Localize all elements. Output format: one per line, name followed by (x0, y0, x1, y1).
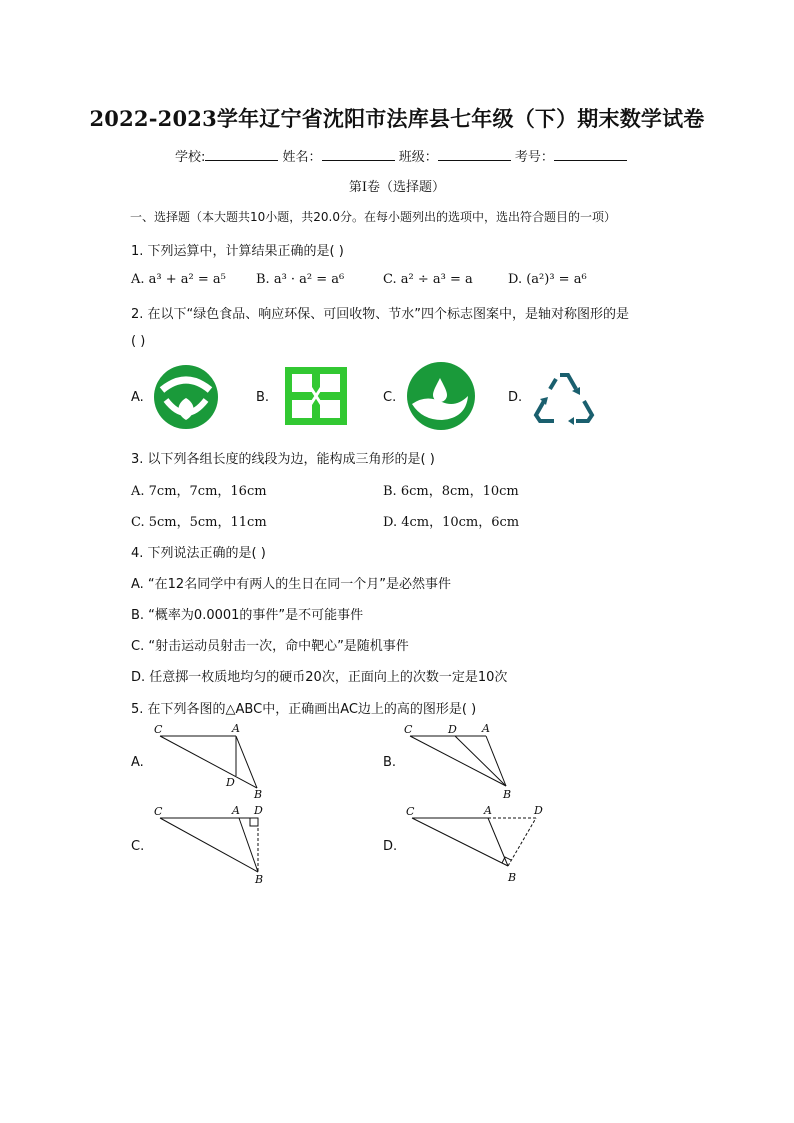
q2-stem-cont: ( ) (131, 334, 146, 349)
exam-no-label: 考号： (514, 150, 554, 165)
q5-stem: 5. 在下列各图的△ABC中，正确画出AC边上的高的图形是( ) (131, 702, 477, 717)
name-blank (322, 148, 395, 161)
name-label: 姓名： (282, 150, 322, 165)
q1-option-a: A. a³ + a² = a⁵ (131, 272, 226, 287)
q5b-label-d: D (448, 723, 457, 736)
q5-figure-a (150, 718, 270, 800)
q4-option-b: B. “概率为0.0001的事件”是不可能事件 (131, 608, 364, 623)
q2-option-a: A. (131, 390, 144, 405)
q2-option-b: B. (256, 390, 270, 405)
class-label: 班级： (398, 150, 438, 165)
q4-option-d: D. 任意掷一枚质地均匀的硬币20次，正面向上的次数一定是10次 (131, 670, 508, 685)
green-food-logo (152, 364, 222, 430)
exam-no-blank (554, 148, 627, 161)
q2-option-c: C. (383, 390, 397, 405)
q2-option-d: D. (508, 390, 523, 405)
q5-option-d: D. (383, 839, 398, 854)
q5a-label-b: B (254, 788, 263, 801)
q4-option-c: C. “射击运动员射击一次，命中靶心”是随机事件 (131, 639, 409, 654)
q3-option-a: A. 7cm，7cm，16cm (131, 484, 267, 499)
q5c-label-d: D (254, 804, 263, 817)
q3-stem: 3. 以下列各组长度的线段为边，能构成三角形的是( ) (131, 452, 435, 467)
student-info-line (175, 146, 627, 165)
q5a-label-d: D (226, 776, 235, 789)
q5-option-b: B. (383, 755, 397, 770)
q1-stem: 1. 下列运算中，计算结果正确的是( ) (131, 244, 344, 259)
q5c-label-c: C (154, 805, 163, 818)
q5b-label-c: C (404, 723, 413, 736)
q4-stem: 4. 下列说法正确的是( ) (131, 546, 266, 561)
water-saving-logo (532, 367, 596, 427)
exam-title: 2022-2023学年辽宁省沈阳市法库县七年级（下）期末数学试卷 (89, 106, 705, 131)
q5d-label-d: D (534, 804, 543, 817)
school-label: 学校: (175, 150, 206, 165)
q2-stem: 2. 在以下“绿色食品、响应环保、可回收物、节水”四个标志图案中，是轴对称图形的是 (131, 307, 630, 322)
q5-option-c: C. (131, 839, 145, 854)
q1-option-c: C. a² ÷ a³ = a (383, 272, 473, 287)
q5-option-a: A. (131, 755, 144, 770)
q5d-label-c: C (406, 805, 415, 818)
q5b-label-a: A (482, 722, 490, 735)
q3-option-c: C. 5cm，5cm，11cm (131, 515, 267, 530)
q5-figure-c (150, 800, 280, 886)
section-heading: 一、选择题（本大题共10小题，共20.0分。在每小题列出的选项中，选出符合题目的一项） (130, 210, 616, 224)
q3-option-d: D. 4cm，10cm，6cm (383, 515, 520, 530)
part-heading: 第I卷（选择题） (348, 180, 446, 195)
q1-option-b: B. a³ · a² = a⁶ (256, 272, 345, 287)
q5d-label-a: A (484, 804, 492, 817)
q5d-label-b: B (508, 871, 517, 884)
q5-figure-d (402, 800, 552, 886)
q3-option-b: B. 6cm，8cm，10cm (383, 484, 519, 499)
class-blank (438, 148, 511, 161)
recyclable-logo (406, 362, 476, 430)
q4-option-a: A. “在12名同学中有两人的生日在同一个月”是必然事件 (131, 577, 451, 592)
q5a-label-c: C (154, 723, 163, 736)
school-blank (205, 148, 278, 161)
environmental-logo (283, 365, 349, 427)
q5c-label-b: B (255, 873, 264, 886)
q5-figure-b (400, 718, 510, 800)
q5c-label-a: A (232, 804, 240, 817)
q5a-label-a: A (232, 722, 240, 735)
q5b-label-b: B (503, 788, 512, 801)
q1-option-d: D. (a²)³ = a⁶ (508, 272, 587, 287)
